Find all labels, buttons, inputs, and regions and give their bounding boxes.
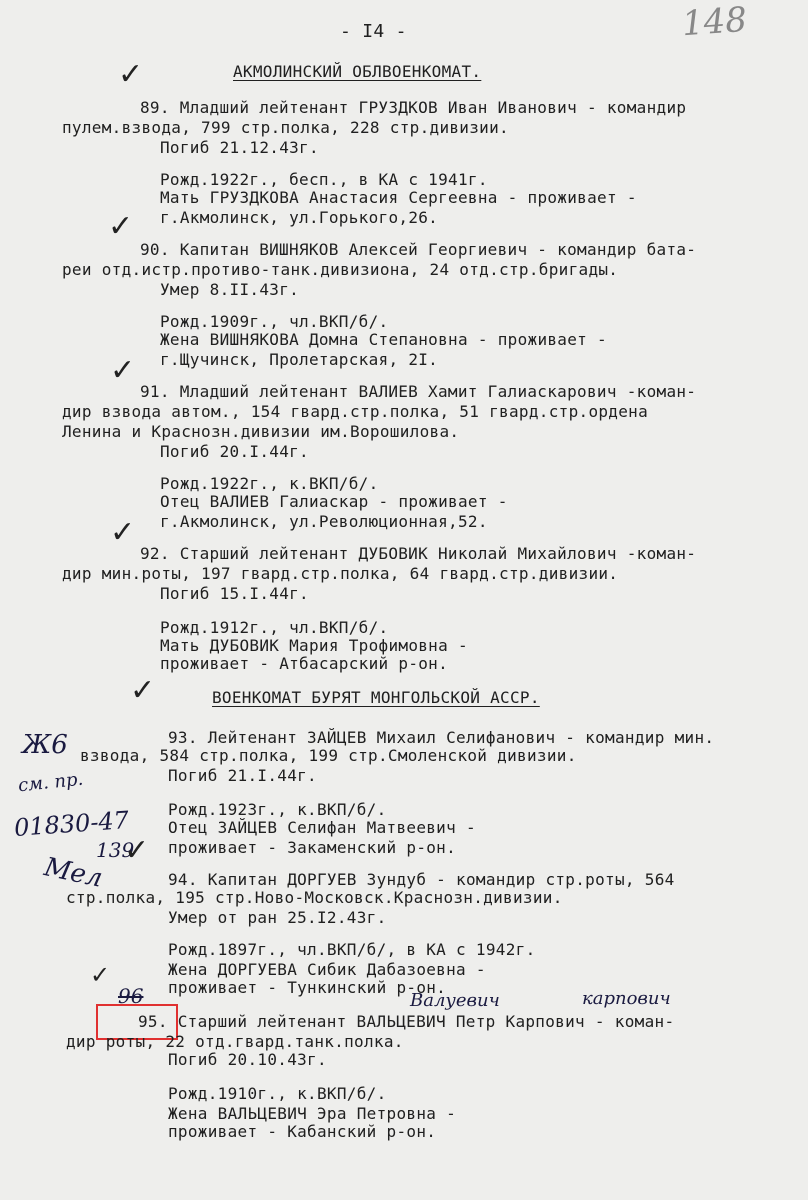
entry-93-line-6: проживает - Закаменский р-он. (168, 838, 457, 857)
entry-92-line-3: Погиб 15.I.44г. (160, 584, 309, 603)
check-mark-icon: ✓ (110, 353, 136, 388)
entry-93-line-2: взвода, 584 стр.полка, 199 стр.Смоленской дивизии. (80, 746, 577, 765)
entry-93-line-5: Отец ЗАЙЦЕВ Селифан Матвеевич - (168, 818, 476, 837)
entry-90-line-5: Жена ВИШНЯКОВА Домна Степановна - проживает - (160, 330, 607, 349)
entry-91-line-3: Ленина и Краснозн.дивизии им.Ворошилова. (62, 422, 460, 441)
check-mark-icon: ✓ (124, 833, 150, 868)
margin-note-2: см. пр. (17, 768, 85, 797)
check-mark-icon: ✓ (90, 961, 111, 989)
entry-95-line-1: 95. Старший лейтенант ВАЛЬЦЕВИЧ Петр Карпович - коман- (138, 1012, 675, 1031)
entry-91-line-1: 91. Младший лейтенант ВАЛИЕВ Хамит Галиаскарович -коман- (140, 382, 697, 401)
check-mark-icon: ✓ (110, 515, 136, 550)
check-mark-icon: ✓ (108, 209, 134, 244)
margin-note-4: 139 (96, 838, 135, 862)
entry-89-line-1: 89. Младший лейтенант ГРУЗДКОВ Иван Иванович - командир (140, 98, 687, 117)
handwritten-patronymic: карпович (582, 988, 671, 1009)
entry-91-line-5: Рожд.1922г., к.ВКП/б/. (160, 474, 379, 493)
entry-92-line-5: Мать ДУБОВИК Мария Трофимовна - (160, 636, 468, 655)
entry-90-line-3: Умер 8.II.43г. (160, 280, 300, 299)
entry-91-line-6: Отец ВАЛИЕВ Галиаскар - проживает - (160, 492, 508, 511)
entry-95-line-4: Рожд.1910г., к.ВКП/б/. (168, 1084, 387, 1103)
entry-94-line-2: стр.полка, 195 стр.Ново-Московск.Краснозн.дивизии. (66, 888, 563, 907)
entry-89-line-5: Мать ГРУЗДКОВА Анастасия Сергеевна - проживает - (160, 188, 637, 207)
check-mark-icon: ✓ (118, 57, 144, 92)
margin-note-3: 01830-47 (13, 806, 130, 842)
page-number: - I4 - (340, 21, 407, 42)
entry-93-line-4: Рожд.1923г., к.ВКП/б/. (168, 800, 387, 819)
entry-89-line-4: Рожд.1922г., беcп., в КА с 1941г. (160, 170, 488, 189)
entry-94-line-3: Умер от ран 25.I2.43г. (168, 908, 387, 927)
entry-89-line-3: Погиб 21.12.43г. (160, 138, 319, 157)
entry-89-line-2: пулем.взвода, 799 стр.полка, 228 стр.дивизии. (62, 118, 509, 137)
entry-93-line-3: Погиб 21.I.44г. (168, 766, 317, 785)
entry-91-line-4: Погиб 20.I.44г. (160, 442, 309, 461)
handwritten-surname: Валуевич (410, 990, 500, 1011)
entry-94-line-4: Рожд.1897г., чл.ВКП/б/, в КА с 1942г. (168, 940, 536, 959)
entry-92-line-6: проживает - Атбасарский р-он. (160, 654, 449, 673)
entry-91-line-2: дир взвода автом., 154 гвард.стр.полка, 51 гвард.стр.ордена (62, 402, 649, 421)
entry-89-line-6: г.Акмолинск, ул.Горького,26. (160, 208, 439, 227)
entry-95-line-3: Погиб 20.10.43г. (168, 1050, 327, 1069)
entry-95-line-2: дир роты, 22 отд.гвард.танк.полка. (66, 1032, 404, 1051)
section-heading-akmolinsk: АКМОЛИНСКИЙ ОБЛВОЕНКОМАТ. (233, 62, 482, 81)
entry-95-line-5: Жена ВАЛЬЦЕВИЧ Эра Петровна - (168, 1104, 457, 1123)
entry-94-line-5: Жена ДОРГУЕВА Сибик Дабазоевна - (168, 960, 486, 979)
entry-90-line-1: 90. Капитан ВИШНЯКОВ Алексей Георгиевич - командир бата- (140, 240, 697, 259)
entry-92-line-4: Рожд.1912г., чл.ВКП/б/. (160, 618, 389, 637)
margin-note-1: Ж6 (22, 730, 68, 760)
margin-struck-number: 96 (118, 984, 144, 1008)
section-heading-buryat: ВОЕНКОМАТ БУРЯТ МОНГОЛЬСКОЙ АССР. (212, 688, 540, 707)
entry-90-line-4: Рожд.1909г., чл.ВКП/б/. (160, 312, 389, 331)
entry-91-line-7: г.Акмолинск, ул.Революционная,52. (160, 512, 488, 531)
entry-90-line-2: реи отд.истр.противо-танк.дивизиона, 24 отд.стр.бригады. (62, 260, 619, 279)
margin-note-5: Мел (41, 852, 106, 894)
archive-number: 148 (680, 0, 749, 45)
entry-92-line-2: дир мин.роты, 197 гвард.стр.полка, 64 гвард.стр.дивизии. (62, 564, 619, 583)
entry-95-line-6: проживает - Кабанский р-он. (168, 1122, 437, 1141)
entry-93-line-1: 93. Лейтенант ЗАЙЦЕВ Михаил Селифанович - командир мин. (168, 728, 715, 747)
entry-92-line-1: 92. Старший лейтенант ДУБОВИК Николай Михайлович -коман- (140, 544, 697, 563)
entry-94-line-6: проживает - Тункинский р-он. (168, 978, 447, 997)
entry-94-line-1: 94. Капитан ДОРГУЕВ Зундуб - командир стр.роты, 564 (168, 870, 675, 889)
check-mark-icon: ✓ (130, 673, 156, 708)
entry-90-line-6: г.Щучинск, Пролетарская, 2I. (160, 350, 439, 369)
